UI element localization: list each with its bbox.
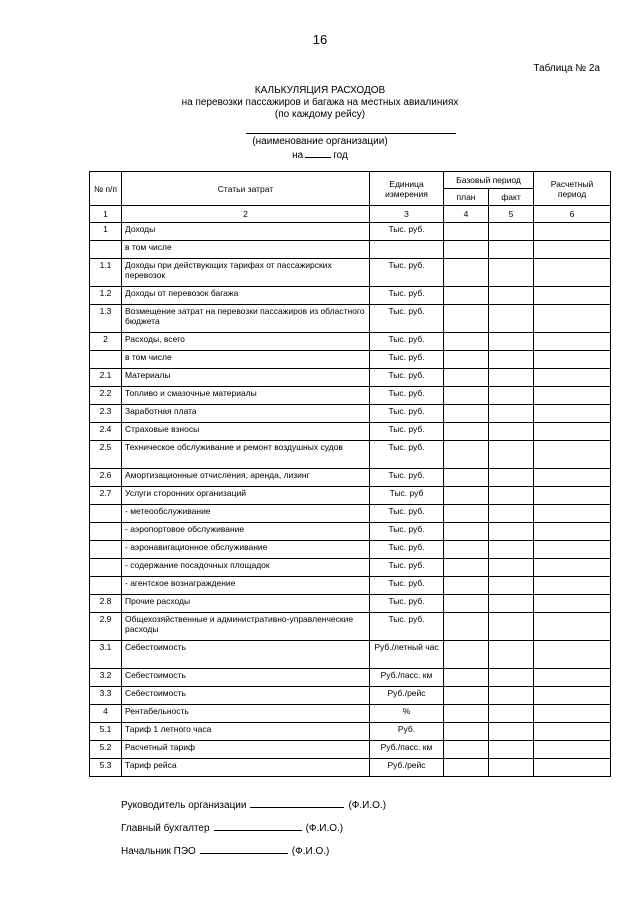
row-item: Тариф рейса	[122, 759, 370, 777]
row-unit: Тыс. руб.	[370, 259, 444, 287]
cell-calc[interactable]	[534, 241, 611, 259]
cell-plan[interactable]	[444, 351, 489, 369]
cell-plan[interactable]	[444, 223, 489, 241]
cell-fact[interactable]	[489, 505, 534, 523]
signature-field[interactable]	[250, 797, 344, 808]
cell-fact[interactable]	[489, 405, 534, 423]
row-num: 1.3	[90, 305, 122, 333]
organization-name-line	[246, 133, 456, 134]
table-row	[90, 405, 611, 423]
row-unit: Тыс. руб.	[370, 333, 444, 351]
cell-fact[interactable]	[489, 259, 534, 287]
table-row	[90, 441, 611, 469]
table-row	[90, 241, 611, 259]
row-item: Материалы	[122, 369, 370, 387]
cell-plan[interactable]	[444, 333, 489, 351]
cell-calc[interactable]	[534, 705, 611, 723]
row-item: Доходы от перевозок багажа	[122, 287, 370, 305]
row-num	[90, 559, 122, 577]
row-item: Расходы, всего	[122, 333, 370, 351]
row-item: Услуги сторонних организаций	[122, 487, 370, 505]
signature-suffix: (Ф.И.О.)	[348, 800, 387, 811]
cell-fact[interactable]	[489, 669, 534, 687]
signature-field[interactable]	[200, 843, 288, 854]
year-suffix: год	[333, 150, 348, 161]
row-unit: Тыс. руб.	[370, 541, 444, 559]
signature-block	[121, 797, 386, 866]
cell-plan[interactable]	[444, 369, 489, 387]
signature-suffix: (Ф.И.О.)	[305, 823, 344, 834]
row-num: 2.2	[90, 387, 122, 405]
cell-plan[interactable]	[444, 305, 489, 333]
cell-fact[interactable]	[489, 369, 534, 387]
row-num	[90, 541, 122, 559]
row-item: - содержание посадочных площадок	[122, 559, 370, 577]
cell-calc[interactable]	[534, 405, 611, 423]
cell-calc[interactable]	[534, 723, 611, 741]
table-row	[90, 595, 611, 613]
header-base-period: Базовый период	[444, 172, 534, 189]
year-prefix: на	[292, 150, 304, 161]
row-item: Доходы при действующих тарифах от пассажирских перевозок	[122, 259, 370, 287]
row-item: Доходы	[122, 223, 370, 241]
signature-chief-accountant	[121, 820, 386, 832]
header-plan: план	[444, 189, 489, 206]
table-row	[90, 559, 611, 577]
cell-fact[interactable]	[489, 687, 534, 705]
table-row	[90, 223, 611, 241]
table-row	[90, 641, 611, 669]
header-item: Статьи затрат	[122, 172, 370, 206]
cell-plan[interactable]	[444, 759, 489, 777]
row-num: 2.6	[90, 469, 122, 487]
column-number: 4	[444, 206, 489, 223]
row-num: 4	[90, 705, 122, 723]
row-item: - аэронавигационное обслуживание	[122, 541, 370, 559]
row-unit: Тыс. руб.	[370, 469, 444, 487]
cell-plan[interactable]	[444, 405, 489, 423]
row-unit: Тыс. руб.	[370, 441, 444, 469]
cell-calc[interactable]	[534, 613, 611, 641]
row-item: Общехозяйственные и административно-управленческие расходы	[122, 613, 370, 641]
cell-fact[interactable]	[489, 577, 534, 595]
row-unit: Тыс. руб.	[370, 223, 444, 241]
table-row	[90, 523, 611, 541]
row-num	[90, 505, 122, 523]
organization-caption-block	[0, 136, 640, 162]
column-numbers-row	[90, 206, 611, 223]
row-unit: Тыс. руб.	[370, 559, 444, 577]
cell-calc[interactable]	[534, 687, 611, 705]
row-num	[90, 351, 122, 369]
row-num	[90, 241, 122, 259]
cell-plan[interactable]	[444, 613, 489, 641]
cell-calc[interactable]	[534, 223, 611, 241]
cell-plan[interactable]	[444, 741, 489, 759]
row-unit: Руб.	[370, 723, 444, 741]
row-item: Топливо и смазочные материалы	[122, 387, 370, 405]
table-row	[90, 723, 611, 741]
table-row	[90, 741, 611, 759]
row-item: - аэропортовое обслуживание	[122, 523, 370, 541]
table-row	[90, 369, 611, 387]
cell-calc[interactable]	[534, 387, 611, 405]
cell-calc[interactable]	[534, 351, 611, 369]
cell-fact[interactable]	[489, 723, 534, 741]
row-unit: Тыс. руб.	[370, 595, 444, 613]
document-title	[0, 85, 640, 121]
table-row	[90, 577, 611, 595]
table-label: Таблица № 2а	[533, 63, 600, 74]
cell-calc[interactable]	[534, 369, 611, 387]
column-number: 2	[122, 206, 370, 223]
signature-title: Главный бухгалтер	[121, 823, 210, 834]
row-unit: Тыс. руб.	[370, 387, 444, 405]
row-unit: Тыс. руб.	[370, 523, 444, 541]
cell-plan[interactable]	[444, 559, 489, 577]
cell-calc[interactable]	[534, 577, 611, 595]
row-num: 3.1	[90, 641, 122, 669]
cell-fact[interactable]	[489, 223, 534, 241]
cell-calc[interactable]	[534, 441, 611, 469]
row-item: в том числе	[122, 241, 370, 259]
table-row	[90, 305, 611, 333]
title-line-1: КАЛЬКУЛЯЦИЯ РАСХОДОВ	[254, 85, 386, 96]
table-row	[90, 287, 611, 305]
cell-plan[interactable]	[444, 387, 489, 405]
row-item: Прочие расходы	[122, 595, 370, 613]
signature-title: Руководитель организации	[121, 800, 247, 811]
cell-fact[interactable]	[489, 759, 534, 777]
year-line	[0, 148, 640, 162]
table-row	[90, 669, 611, 687]
table-row	[90, 505, 611, 523]
cell-calc[interactable]	[534, 469, 611, 487]
year-blank	[305, 148, 331, 158]
column-number: 5	[489, 206, 534, 223]
cell-plan[interactable]	[444, 441, 489, 469]
cell-plan[interactable]	[444, 723, 489, 741]
page-number: 16	[312, 32, 328, 47]
cell-calc[interactable]	[534, 741, 611, 759]
row-num: 2.5	[90, 441, 122, 469]
row-unit: Тыс. руб.	[370, 613, 444, 641]
table-row	[90, 333, 611, 351]
header-num: № п/п	[90, 172, 122, 206]
row-item: Расчетный тариф	[122, 741, 370, 759]
cell-plan[interactable]	[444, 705, 489, 723]
cell-plan[interactable]	[444, 259, 489, 287]
cell-fact[interactable]	[489, 333, 534, 351]
cell-fact[interactable]	[489, 595, 534, 613]
cell-calc[interactable]	[534, 333, 611, 351]
cell-plan[interactable]	[444, 469, 489, 487]
cell-calc[interactable]	[534, 487, 611, 505]
row-unit: Тыс. руб.	[370, 305, 444, 333]
row-item: Себестоимость	[122, 641, 370, 669]
cell-plan[interactable]	[444, 523, 489, 541]
header-fact: факт	[489, 189, 534, 206]
column-number: 1	[90, 206, 122, 223]
row-num: 5.3	[90, 759, 122, 777]
row-item: - метеообслуживание	[122, 505, 370, 523]
table-row	[90, 687, 611, 705]
header-unit: Единица измерения	[370, 172, 444, 206]
row-unit	[370, 241, 444, 259]
header-calc-period: Расчетный период	[534, 172, 611, 206]
row-num: 2.7	[90, 487, 122, 505]
cell-calc[interactable]	[534, 505, 611, 523]
signature-peo-head	[121, 843, 386, 855]
cell-calc[interactable]	[534, 641, 611, 669]
row-num: 5.2	[90, 741, 122, 759]
row-item: Страховые взносы	[122, 423, 370, 441]
cell-plan[interactable]	[444, 687, 489, 705]
row-num	[90, 523, 122, 541]
table-row	[90, 705, 611, 723]
table-row	[90, 259, 611, 287]
cell-plan[interactable]	[444, 241, 489, 259]
row-num: 2.8	[90, 595, 122, 613]
organization-caption: (наименование организации)	[252, 136, 388, 147]
cell-fact[interactable]	[489, 613, 534, 641]
cost-calculation-table	[89, 171, 611, 777]
row-unit: Тыс. руб.	[370, 369, 444, 387]
row-item: Рентабельность	[122, 705, 370, 723]
cell-calc[interactable]	[534, 423, 611, 441]
cell-calc[interactable]	[534, 259, 611, 287]
row-unit: Тыс. руб.	[370, 405, 444, 423]
row-unit: Руб./летный час	[370, 641, 444, 669]
cell-fact[interactable]	[489, 287, 534, 305]
signature-suffix: (Ф.И.О.)	[291, 846, 330, 857]
cell-plan[interactable]	[444, 287, 489, 305]
cell-calc[interactable]	[534, 559, 611, 577]
row-item: Себестоимость	[122, 687, 370, 705]
row-item: Себестоимость	[122, 669, 370, 687]
cell-fact[interactable]	[489, 351, 534, 369]
row-unit: %	[370, 705, 444, 723]
row-unit: Руб./рейс	[370, 687, 444, 705]
cell-plan[interactable]	[444, 641, 489, 669]
row-num: 3.3	[90, 687, 122, 705]
cell-fact[interactable]	[489, 469, 534, 487]
column-number: 6	[534, 206, 611, 223]
cell-fact[interactable]	[489, 305, 534, 333]
title-line-2: на перевозки пассажиров и багажа на местных авиалиниях	[181, 97, 459, 108]
row-item: Возмещение затрат на перевозки пассажиров из областного бюджета	[122, 305, 370, 333]
row-num: 2	[90, 333, 122, 351]
row-num: 2.3	[90, 405, 122, 423]
row-unit: Руб./пасс. км	[370, 669, 444, 687]
cell-fact[interactable]	[489, 741, 534, 759]
cell-fact[interactable]	[489, 541, 534, 559]
signature-director	[121, 797, 386, 809]
row-num: 2.4	[90, 423, 122, 441]
cell-calc[interactable]	[534, 669, 611, 687]
table-row	[90, 613, 611, 641]
table-row	[90, 759, 611, 777]
row-unit: Руб./рейс	[370, 759, 444, 777]
cell-plan[interactable]	[444, 487, 489, 505]
table-row	[90, 387, 611, 405]
table-row	[90, 469, 611, 487]
row-num: 2.9	[90, 613, 122, 641]
row-item: в том числе	[122, 351, 370, 369]
row-num: 1.1	[90, 259, 122, 287]
cell-plan[interactable]	[444, 505, 489, 523]
cell-calc[interactable]	[534, 541, 611, 559]
cell-calc[interactable]	[534, 287, 611, 305]
title-line-3: (по каждому рейсу)	[274, 109, 366, 120]
row-item: - агентское вознаграждение	[122, 577, 370, 595]
cell-fact[interactable]	[489, 441, 534, 469]
row-num: 2.1	[90, 369, 122, 387]
row-item: Амортизационные отчисления, аренда, лизинг	[122, 469, 370, 487]
cell-plan[interactable]	[444, 595, 489, 613]
row-unit: Руб./пасс. км	[370, 741, 444, 759]
cell-plan[interactable]	[444, 577, 489, 595]
table-row	[90, 487, 611, 505]
cell-calc[interactable]	[534, 523, 611, 541]
row-num	[90, 577, 122, 595]
table-row	[90, 541, 611, 559]
row-item: Заработная плата	[122, 405, 370, 423]
cell-fact[interactable]	[489, 241, 534, 259]
row-unit: Тыс. руб.	[370, 287, 444, 305]
cell-fact[interactable]	[489, 523, 534, 541]
row-item: Техническое обслуживание и ремонт воздушных судов	[122, 441, 370, 469]
row-unit: Тыс. руб	[370, 487, 444, 505]
cell-fact[interactable]	[489, 487, 534, 505]
row-num: 5.1	[90, 723, 122, 741]
cell-calc[interactable]	[534, 305, 611, 333]
row-num: 1	[90, 223, 122, 241]
signature-field[interactable]	[214, 820, 302, 831]
row-num: 1.2	[90, 287, 122, 305]
row-unit: Тыс. руб.	[370, 577, 444, 595]
cell-calc[interactable]	[534, 595, 611, 613]
row-unit: Тыс. руб.	[370, 423, 444, 441]
cell-plan[interactable]	[444, 669, 489, 687]
table-row	[90, 423, 611, 441]
cell-fact[interactable]	[489, 705, 534, 723]
cell-fact[interactable]	[489, 387, 534, 405]
cell-calc[interactable]	[534, 759, 611, 777]
row-unit: Тыс. руб.	[370, 505, 444, 523]
row-item: Тариф 1 летного часа	[122, 723, 370, 741]
row-unit: Тыс. руб.	[370, 351, 444, 369]
cell-plan[interactable]	[444, 541, 489, 559]
column-number: 3	[370, 206, 444, 223]
table-row	[90, 351, 611, 369]
row-num: 3.2	[90, 669, 122, 687]
signature-title: Начальник ПЭО	[121, 846, 196, 857]
cell-fact[interactable]	[489, 559, 534, 577]
cell-fact[interactable]	[489, 423, 534, 441]
cell-fact[interactable]	[489, 641, 534, 669]
cell-plan[interactable]	[444, 423, 489, 441]
